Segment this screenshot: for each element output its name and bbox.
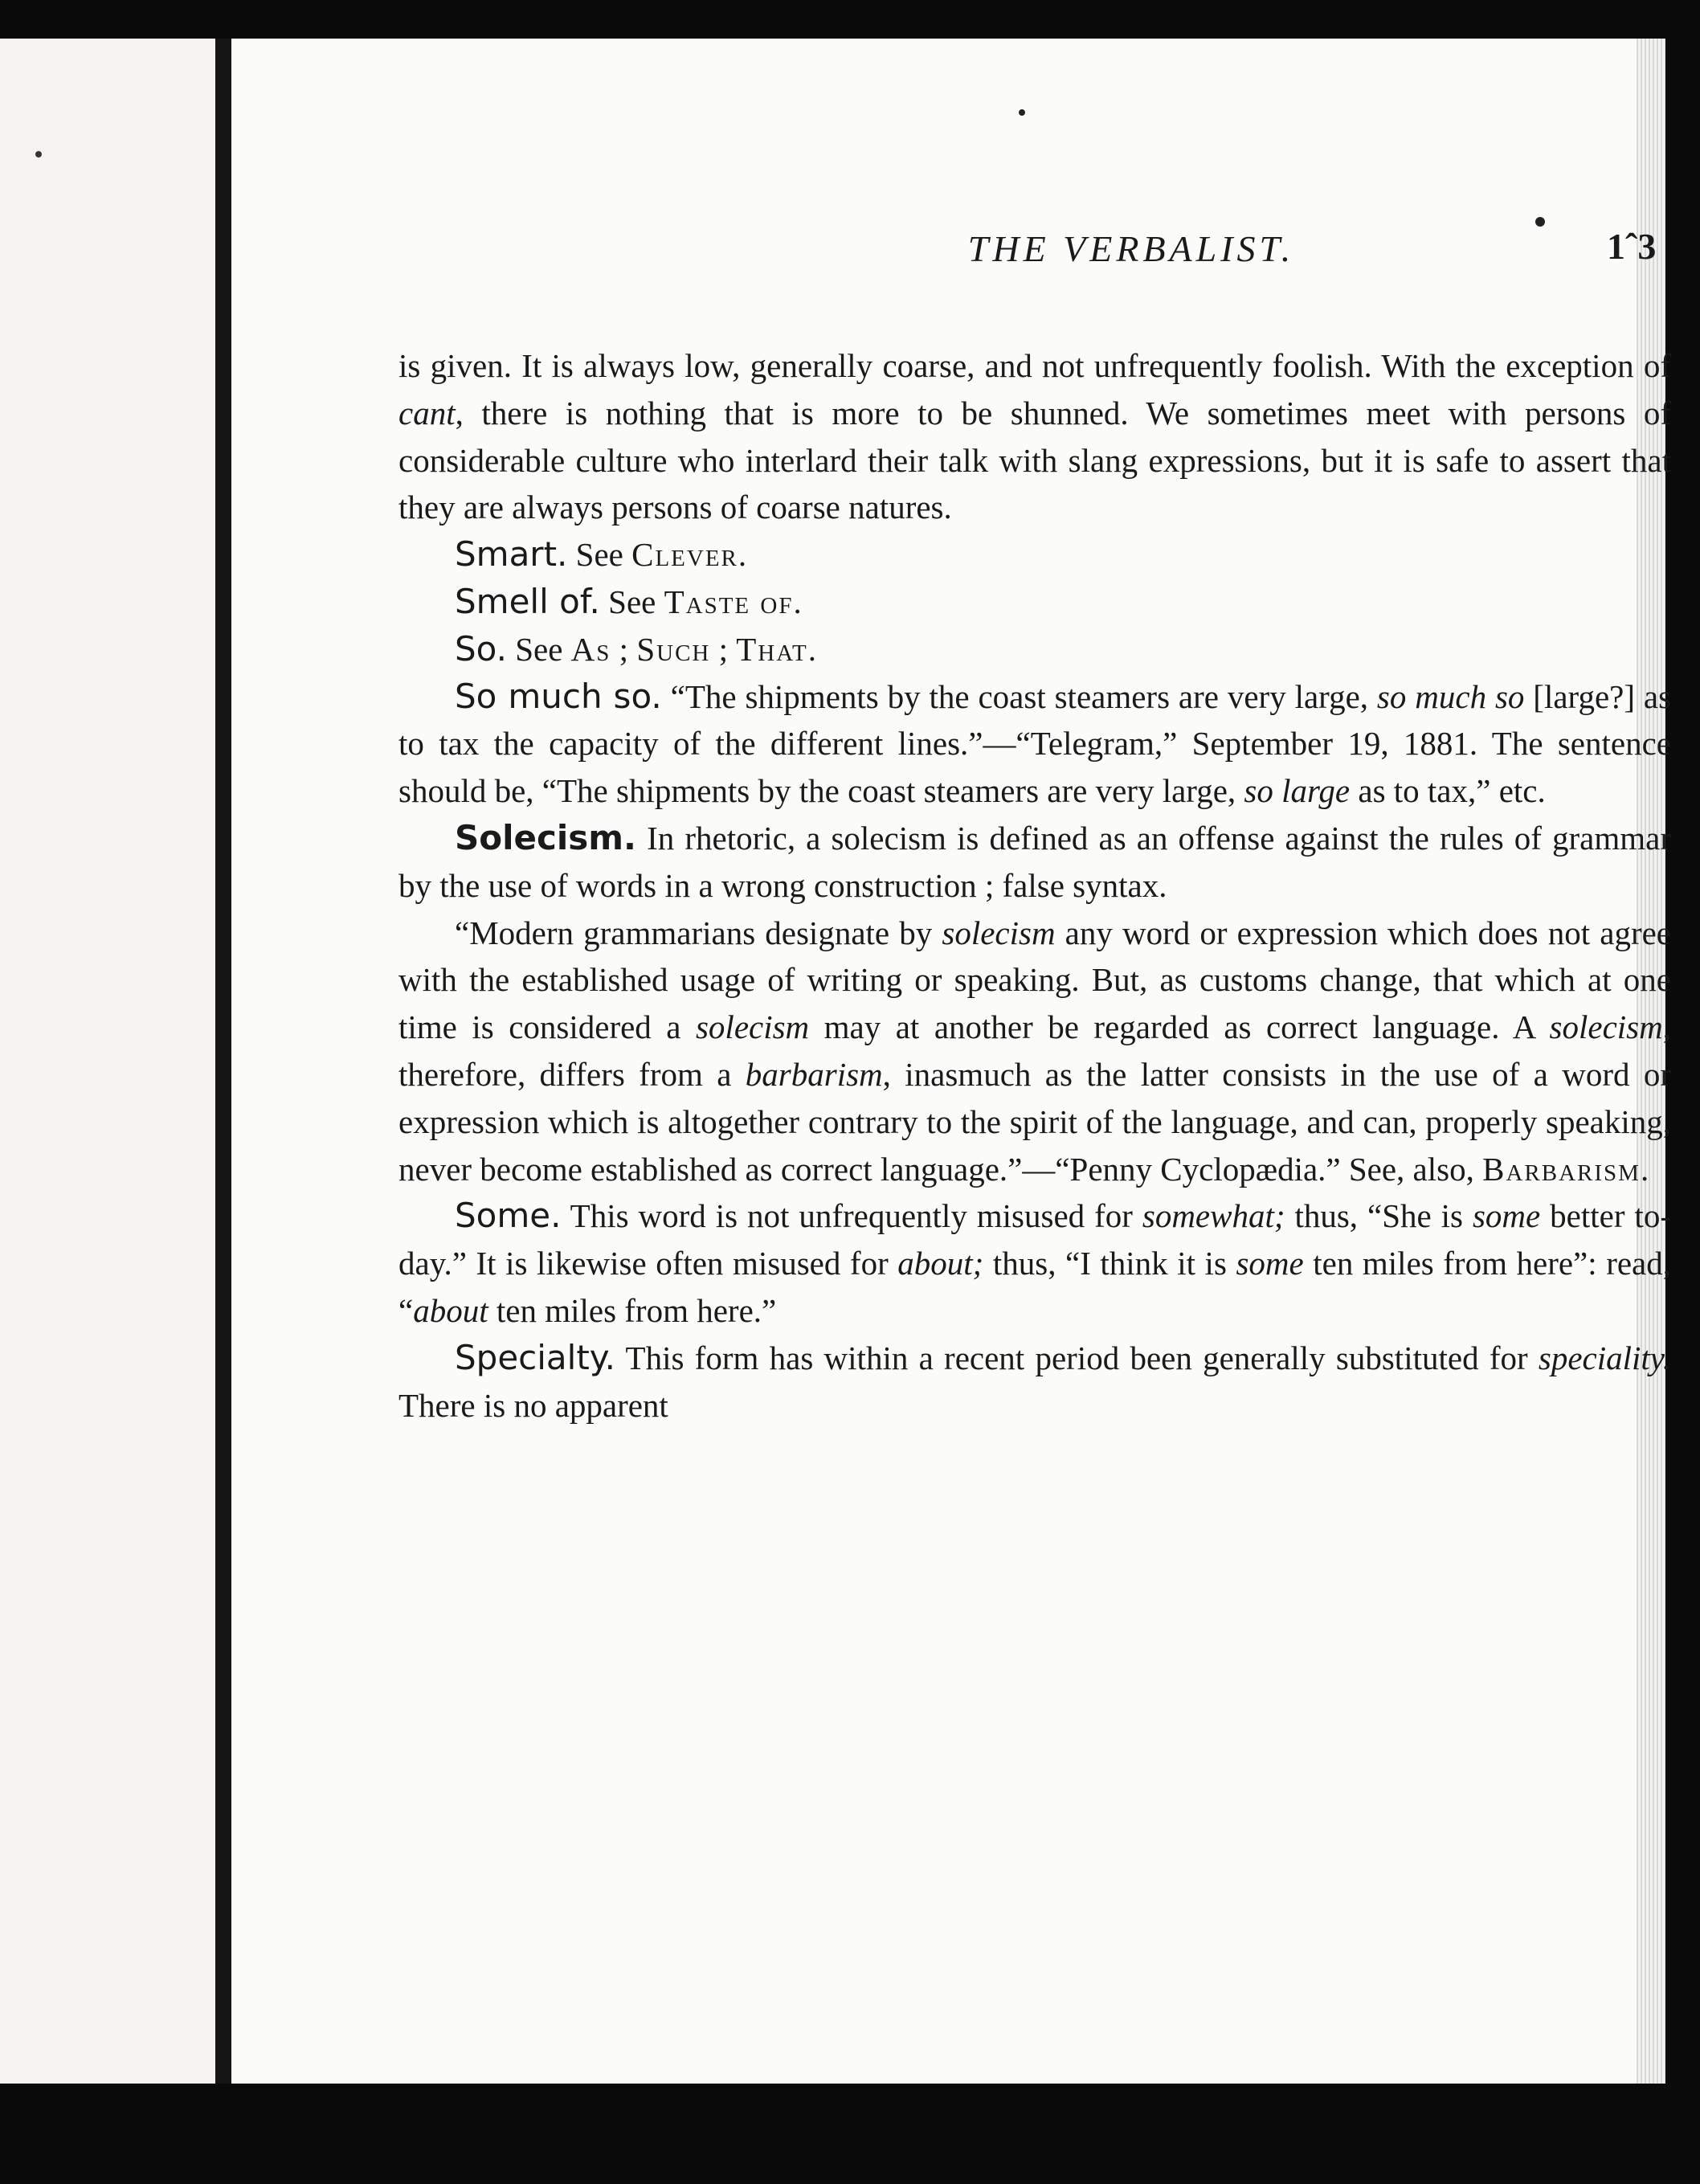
headword: So much so.: [455, 676, 662, 716]
italic-term: barbarism: [745, 1055, 883, 1093]
italic-term: so much so: [1376, 677, 1525, 715]
italic-term: somewhat;: [1142, 1197, 1285, 1235]
solecism-quotation: [398, 910, 1671, 1193]
text-run: ten miles from here.”: [488, 1291, 777, 1329]
cross-reference: Such: [636, 630, 711, 668]
text-run: ;: [611, 630, 637, 668]
entry-continuation: [398, 342, 1671, 531]
text-run: thus, “I think it is: [983, 1245, 1236, 1282]
italic-term: about;: [897, 1245, 984, 1282]
ink-speck: [1535, 217, 1545, 227]
text-run: may at another be regarded as correct language. A: [809, 1008, 1550, 1046]
text-run: There is no apparent: [398, 1386, 668, 1424]
italic-term: solecism: [695, 1008, 810, 1046]
right-page: [231, 39, 1672, 2084]
entry-so-much-so: [398, 673, 1671, 815]
headword: Smart.: [455, 534, 568, 575]
page-number: 1ˆ3: [1607, 226, 1657, 267]
text-run: , there is nothing that is more to be shunned. We sometimes meet with persons of considerable culture who interlard their talk with slang expressions, but it is safe to assert that they are always persons of coarse natures.: [398, 394, 1671, 526]
running-title: THE VERBALIST.: [967, 228, 1295, 269]
headword: So.: [455, 628, 507, 669]
cross-reference: Barbarism.: [1482, 1150, 1651, 1188]
entry-some: [398, 1192, 1671, 1334]
text-run: , therefore, differs from a: [398, 1008, 1671, 1093]
headword: Specialty.: [455, 1337, 616, 1377]
italic-term: some: [1472, 1197, 1541, 1235]
italic-term: some: [1236, 1245, 1304, 1282]
headword: Smell of.: [455, 581, 600, 621]
italic-term: cant: [398, 394, 456, 431]
text-run: See: [599, 583, 664, 620]
cross-reference: That.: [736, 630, 818, 668]
headword: Some.: [455, 1196, 562, 1236]
text-run: This word is not unfrequently misused for: [561, 1197, 1142, 1235]
text-run: This form has within a recent period been generally substituted for: [615, 1339, 1539, 1376]
italic-term: speciality.: [1538, 1339, 1671, 1376]
text-run: [large?] as to tax the capacity of the different lines.”—“Telegram,” September 19, 1881. The sentence should be, “The shipments by the coast steamers are very large,: [398, 677, 1672, 810]
text-run: as to tax,” etc.: [1350, 772, 1546, 810]
text-run: See: [567, 536, 632, 574]
text-run: See: [506, 630, 571, 668]
dictionary-text: [398, 342, 1671, 1429]
text-run: In rhetoric, a solecism is defined as an offense against the rules of grammar by the use of words in a wrong construction ; false syntax.: [398, 819, 1671, 904]
italic-term: about: [413, 1291, 488, 1329]
text-run: better to-day.” It is likewise often misused for: [398, 1197, 1671, 1282]
cross-reference: As: [570, 630, 611, 668]
text-run: any word or expression which does not agree with the established usage of writing or speaking. But, as customs change, that which at one time is considered a: [398, 914, 1671, 1046]
entry-solecism: [398, 815, 1671, 910]
headword: Solecism.: [455, 817, 636, 857]
book-gutter: [215, 39, 231, 2084]
cross-reference: Taste of.: [664, 583, 803, 620]
text-run: ;: [710, 630, 737, 668]
italic-term: solecism: [1549, 1008, 1663, 1046]
italic-term: solecism: [942, 914, 1056, 951]
text-run: “The shipments by the coast steamers are very large,: [661, 677, 1377, 715]
text-run: is given. It is always low, generally coarse, and not unfrequently foolish. With the exception of: [398, 347, 1671, 384]
text-run: ten miles from here”: read, “: [398, 1245, 1671, 1329]
entry-smell-of: [398, 579, 1671, 626]
text-run: thus, “She is: [1285, 1197, 1473, 1235]
ink-speck: [1019, 109, 1025, 116]
text-run: “Modern grammarians designate by: [455, 914, 942, 951]
entry-smart: [398, 531, 1671, 579]
cross-reference: Clever.: [631, 536, 749, 574]
left-page: [0, 39, 215, 2084]
text-run: , inasmuch as the latter consists in the use of a word or expression which is altogether contrary to the spirit of the language, and can, properly speaking, never become established as correct language.”—“Penny Cyclopædia.” See, also,: [398, 1055, 1671, 1188]
entry-so: [398, 626, 1671, 673]
ink-speck: [35, 151, 42, 157]
entry-specialty: [398, 1335, 1671, 1429]
italic-term: so large: [1244, 772, 1351, 810]
